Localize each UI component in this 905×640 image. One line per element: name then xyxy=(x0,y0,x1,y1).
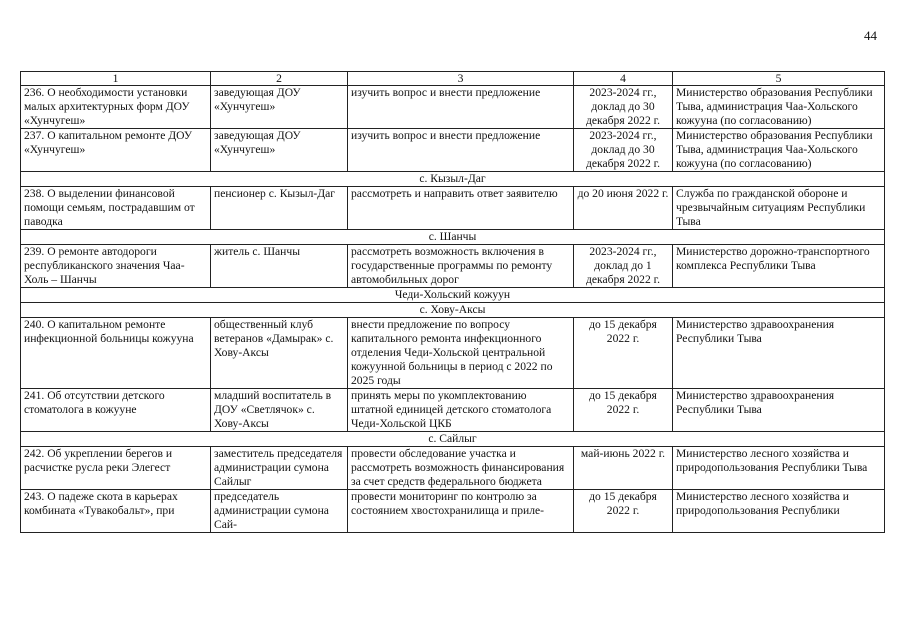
issue-cell: 243. О падеже скота в карьерах комбината «Тувакобальт», при xyxy=(21,490,211,533)
deadline-cell: 2023-2024 гг., доклад до 1 декабря 2022 г. xyxy=(574,245,673,288)
issue-cell: 237. О капитальном ремонте ДОУ «Хунчугеш» xyxy=(21,129,211,172)
section-row xyxy=(21,432,885,447)
applicant-cell: житель с. Шанчы xyxy=(211,245,348,288)
applicant-cell: пенсионер с. Кызыл-Даг xyxy=(211,187,348,230)
action-cell: изучить вопрос и внести предложение xyxy=(348,86,574,129)
deadline-cell: до 20 июня 2022 г. xyxy=(574,187,673,230)
action-cell: изучить вопрос и внести предложение xyxy=(348,129,574,172)
table-row xyxy=(21,447,885,490)
deadline-cell: 2023-2024 гг., доклад до 30 декабря 2022 г. xyxy=(574,86,673,129)
table-row xyxy=(21,129,885,172)
responsible-cell: Министерство дорожно-транспортного комплекса Республики Тыва xyxy=(673,245,885,288)
table-row xyxy=(21,389,885,432)
column-number: 1 xyxy=(21,72,211,86)
deadline-cell: до 15 декабря 2022 г. xyxy=(574,318,673,389)
responsible-cell: Министерство образования Республики Тыва, администрация Чаа-Хольского кожууна (по согласованию) xyxy=(673,129,885,172)
applicant-cell: заведующая ДОУ «Хунчугеш» xyxy=(211,129,348,172)
column-number-row xyxy=(21,72,885,86)
deadline-cell: до 15 декабря 2022 г. xyxy=(574,389,673,432)
applicant-cell: председатель администрации сумона Сай- xyxy=(211,490,348,533)
issue-cell: 242. Об укреплении берегов и расчистке русла реки Элегест xyxy=(21,447,211,490)
issue-cell: 241. Об отсутствии детского стоматолога в кожууне xyxy=(21,389,211,432)
section-row xyxy=(21,230,885,245)
action-cell: принять меры по укомплектованию штатной единицей детского стоматолога Чеди-Хольской ЦКБ xyxy=(348,389,574,432)
deadline-cell: май-июнь 2022 г. xyxy=(574,447,673,490)
responsible-cell: Служба по гражданской обороне и чрезвычайным ситуациям Республики Тыва xyxy=(673,187,885,230)
table-row xyxy=(21,245,885,288)
action-cell: провести обследование участка и рассмотреть возможность финансирования за счет средств федерального бюджета xyxy=(348,447,574,490)
action-cell: рассмотреть и направить ответ заявителю xyxy=(348,187,574,230)
responsible-cell: Министерство здравоохранения Республики Тыва xyxy=(673,318,885,389)
responsible-cell: Министерство лесного хозяйства и природопользования Республики Тыва xyxy=(673,447,885,490)
applicant-cell: заведующая ДОУ «Хунчугеш» xyxy=(211,86,348,129)
action-cell: провести мониторинг по контролю за состоянием хвостохранилища и приле- xyxy=(348,490,574,533)
section-row xyxy=(21,172,885,187)
section-title: Чеди-Хольский кожуун xyxy=(21,288,885,303)
table-row xyxy=(21,318,885,389)
deadline-cell: до 15 декабря 2022 г. xyxy=(574,490,673,533)
table-row xyxy=(21,187,885,230)
section-row xyxy=(21,288,885,303)
column-number: 2 xyxy=(211,72,348,86)
action-cell: внести предложение по вопросу капитального ремонта инфекционного отделения Чеди-Хольской центральной кожуунной больницы в период с 2022 по 2025 годы xyxy=(348,318,574,389)
document-table xyxy=(20,71,885,533)
section-title: с. Хову-Аксы xyxy=(21,303,885,318)
table-row xyxy=(21,86,885,129)
issue-cell: 236. О необходимости установки малых архитектурных форм ДОУ «Хунчугеш» xyxy=(21,86,211,129)
applicant-cell: младший воспитатель в ДОУ «Светлячок» с. Хову-Аксы xyxy=(211,389,348,432)
applicant-cell: общественный клуб ветеранов «Дамырак» с. Хову-Аксы xyxy=(211,318,348,389)
section-title: с. Сайлыг xyxy=(21,432,885,447)
page-number: 44 xyxy=(864,28,877,43)
applicant-cell: заместитель председателя администрации сумона Сайлыг xyxy=(211,447,348,490)
section-row xyxy=(21,303,885,318)
section-title: с. Кызыл-Даг xyxy=(21,172,885,187)
column-number: 4 xyxy=(574,72,673,86)
issue-cell: 238. О выделении финансовой помощи семьям, пострадавшим от паводка xyxy=(21,187,211,230)
responsible-cell: Министерство здравоохранения Республики Тыва xyxy=(673,389,885,432)
table-row xyxy=(21,490,885,533)
issue-cell: 240. О капитальном ремонте инфекционной больницы кожууна xyxy=(21,318,211,389)
issue-cell: 239. О ремонте автодороги республиканского значения Чаа-Холь – Шанчы xyxy=(21,245,211,288)
deadline-cell: 2023-2024 гг., доклад до 30 декабря 2022 г. xyxy=(574,129,673,172)
responsible-cell: Министерство образования Республики Тыва, администрация Чаа-Хольского кожууна (по согласованию) xyxy=(673,86,885,129)
column-number: 5 xyxy=(673,72,885,86)
column-number: 3 xyxy=(348,72,574,86)
responsible-cell: Министерство лесного хозяйства и природопользования Республики xyxy=(673,490,885,533)
section-title: с. Шанчы xyxy=(21,230,885,245)
action-cell: рассмотреть возможность включения в государственные программы по ремонту автомобильных дорог xyxy=(348,245,574,288)
